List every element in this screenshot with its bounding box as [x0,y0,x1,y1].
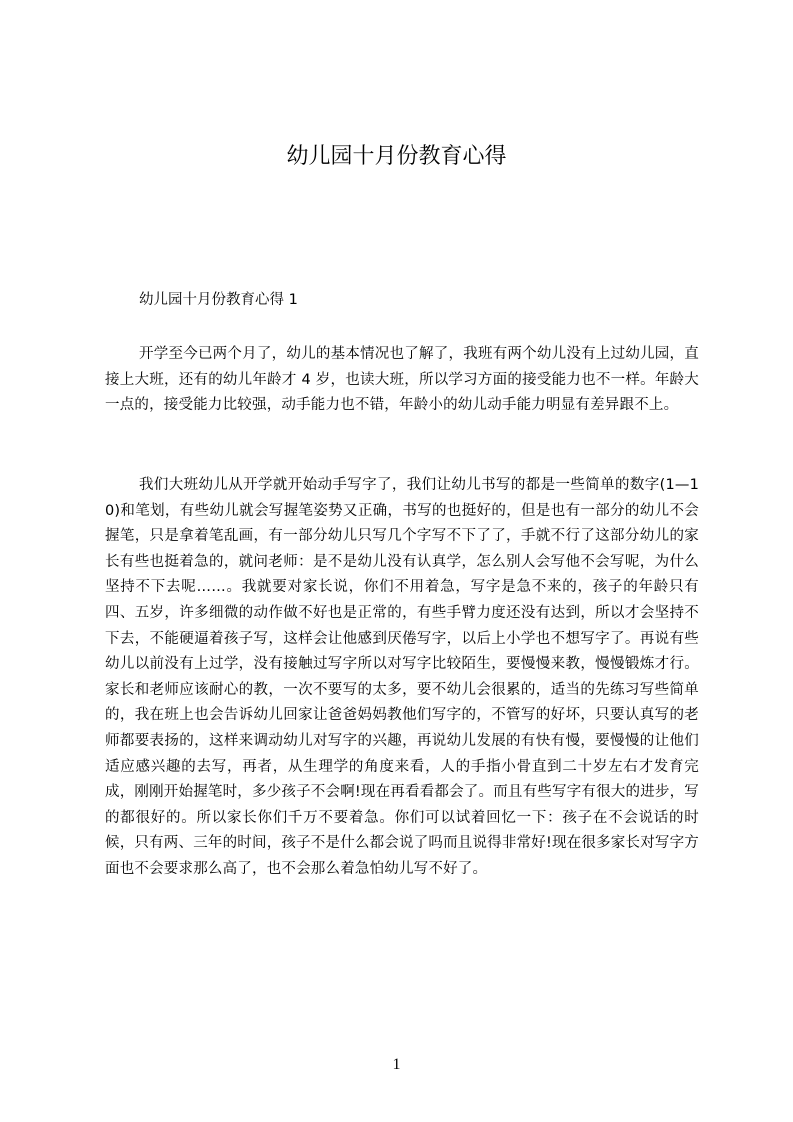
body-paragraph: 我们大班幼儿从开学就开始动手写字了，我们让幼儿书写的都是一些简单的数字(1—10)和笔划，有些幼儿就会写握笔姿势又正确，书写的也挺好的，但是也有一部分的幼儿不会握笔，只是拿着笔乱画，有一部分幼儿只写几个字写不下了了，手就不行了这部分幼儿的家长有些也挺着急的，就问老师：是不是幼儿没有认真学，怎么别人会写他不会写呢，为什么坚持不下去呢……。我就要对家长说，你们不用着急，写字是急不来的，孩子的年龄只有四、五岁，许多细微的动作做不好也是正常的，有些手臂力度还没有达到，所以才会坚持不下去，不能硬逼着孩子写，这样会让他感到厌倦写字，以后上小学也不想写字了。再说有些幼儿以前没有上过学，没有接触过写字所以对写字比较陌生，要慢慢来教，慢慢锻炼才行。家长和老师应该耐心的教，一次不要写的太多，要不幼儿会很累的，适当的先练习写些简单的，我在班上也会告诉幼儿回家让爸爸妈妈教他们写字的，不管写的好坏，只要认真写的老师都要表扬的，这样来调动幼儿对写字的兴趣，再说幼儿发展的有快有慢，要慢慢的让他们适应感兴趣的去写，再者，从生理学的角度来看，人的手指小骨直到二十岁左右才发育完成，刚刚开始握笔时，多少孩子不会啊!现在再看看都会了。而且有些写字有很大的进步，写的都很好的。所以家长你们千万不要着急。你们可以试着回忆一下：孩子在不会说话的时候，只有两、三年的时间，孩子不是什么都会说了吗而且说得非常好!现在很多家长对写字方面也不会要求那么高了，也不会那么着急怕幼儿写不好了。 [105,477,700,877]
document-title: 幼儿园十月份教育心得 [286,144,507,169]
section-heading: 幼儿园十月份教育心得 1 [139,292,298,308]
body-paragraph: 开学至今已两个月了，幼儿的基本情况也了解了，我班有两个幼儿没有上过幼儿园，直接上大班，还有的幼儿年龄才 4 岁，也读大班，所以学习方面的接受能力也不一样。年龄大一点的，接受能力比较强，动手能力也不错，年龄小的幼儿动手能力明显有差异跟不上。 [105,346,699,414]
page-number: 1 [392,1056,401,1073]
